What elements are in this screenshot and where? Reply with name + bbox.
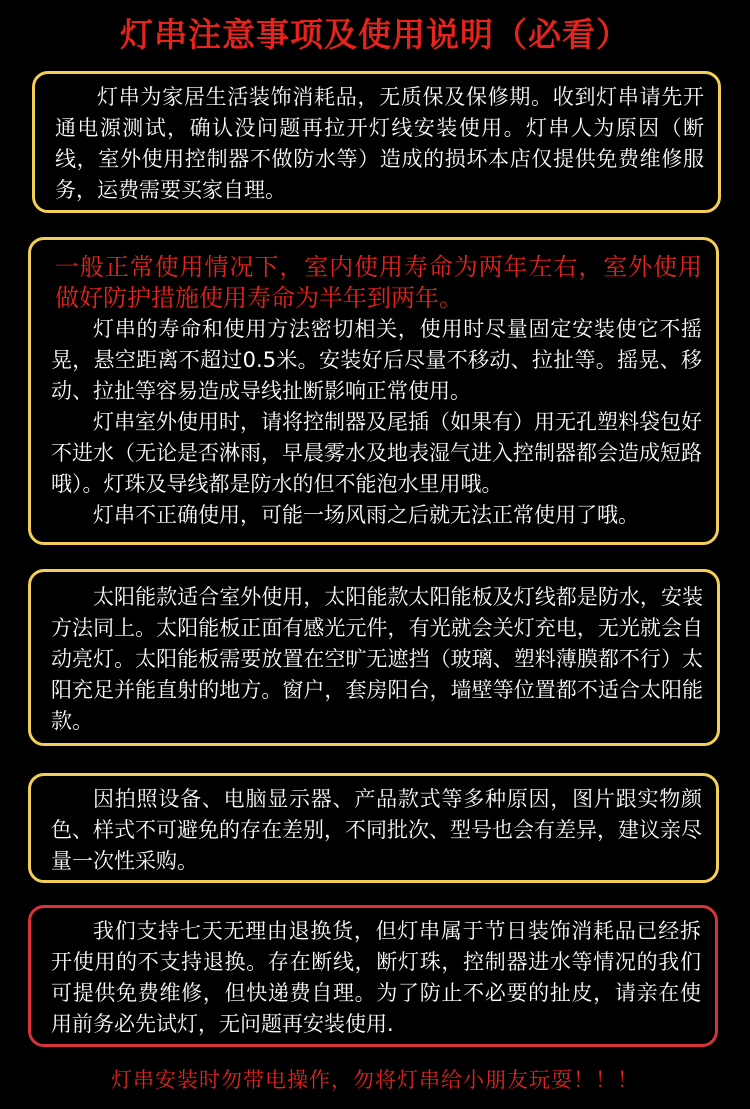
notice-box-color-difference <box>28 773 719 883</box>
warranty-paragraph: 灯串为家居生活装饰消耗品，无质保及保修期。收到灯串请先开通电源测试，确认没问题再拉开灯线安装使用。灯串人为原因（断线，室外使用控制器不做防水等）造成的损坏本店仅提供免费维修服务，运费需要买家自理。 <box>55 85 704 202</box>
safety-warning-footer: 灯串安装时勿带电操作，勿将灯串给小朋友玩耍！！！ <box>111 1068 639 1092</box>
notice-box-lifespan <box>28 237 719 545</box>
page-title: 灯串注意事项及使用说明（必看） <box>120 15 630 54</box>
notice-box-solar <box>28 569 720 746</box>
returns-paragraph: 我们支持七天无理由退换货，但灯串属于节日装饰消耗品已经拆开使用的不支持退换。存在断线，断灯珠，控制器进水等情况的我们可提供免费维修，但快递费自理。为了防止不必要的扯皮，请亲在使用前务必先试灯，无问题再安装使用. <box>51 919 701 1036</box>
solar-paragraph: 太阳能款适合室外使用，太阳能款太阳能板及灯线都是防水，安装方法同上。太阳能板正面有感光元件，有光就会关灯充电，无光就会自动亮灯。太阳能板需要放置在空旷无遮挡（玻璃、塑料薄膜都不行）太阳充足并能直射的地方。窗户，套房阳台，墙壁等位置都不适合太阳能款。 <box>51 585 703 733</box>
usage-paragraph: 灯串的寿命和使用方法密切相关，使用时尽量固定安装使它不摇晃，悬空距离不超过0.5米。安装好后尽量不移动、拉扯等。摇晃、移动、拉扯等容易造成导线扯断影响正常使用。 <box>51 317 702 403</box>
lifespan-alert: 一般正常使用情况下，室内使用寿命为两年左右，室外使用做好防护措施使用寿命为半年到两年。 <box>55 253 702 312</box>
improper-use-paragraph: 灯串不正确使用，可能一场风雨之后就无法正常使用了哦。 <box>93 503 639 527</box>
outdoor-paragraph: 灯串室外使用时，请将控制器及尾插（如果有）用无孔塑料袋包好不进水（无论是否淋雨，早晨雾水及地表湿气进入控制器都会造成短路哦）。灯珠及导线都是防水的但不能泡水里用哦。 <box>51 410 702 496</box>
color-difference-paragraph: 因拍照设备、电脑显示器、产品款式等多种原因，图片跟实物颜色、样式不可避免的存在差别，不同批次、型号也会有差异，建议亲尽量一次性采购。 <box>51 787 702 873</box>
notice-box-warranty <box>32 71 721 213</box>
notice-box-returns <box>28 905 718 1047</box>
